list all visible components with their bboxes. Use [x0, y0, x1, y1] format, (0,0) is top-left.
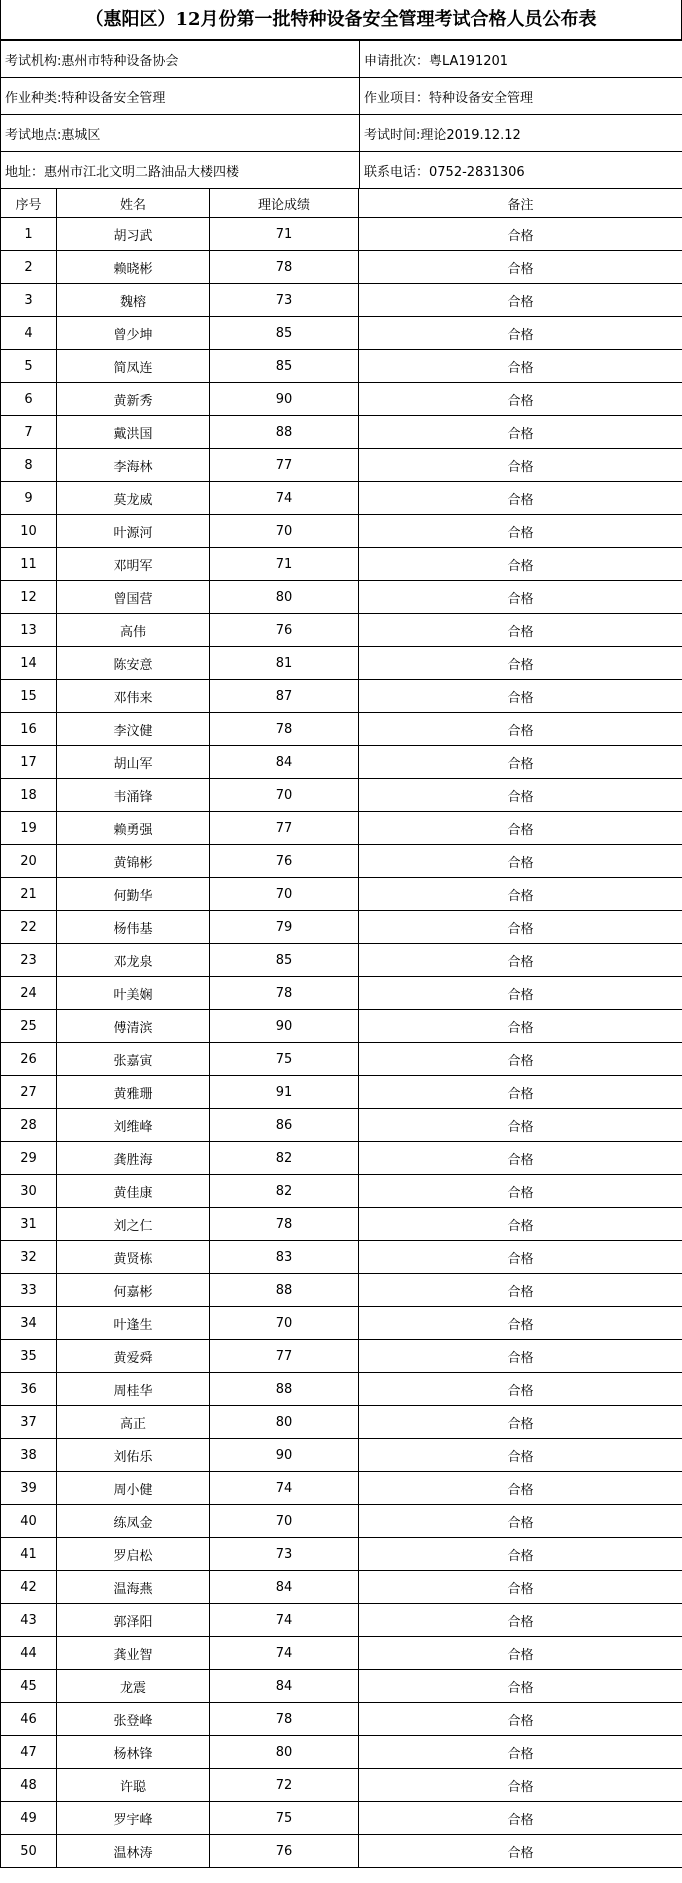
row-score: 77 [210, 449, 359, 482]
row-name: 高伟 [57, 614, 210, 647]
row-score: 74 [210, 1472, 359, 1505]
table-row [1, 1670, 682, 1703]
table-row [1, 1175, 682, 1208]
row-index: 41 [1, 1538, 57, 1571]
table-row [1, 449, 682, 482]
item-value: 特种设备安全管理 [429, 90, 534, 106]
row-index: 43 [1, 1604, 57, 1637]
row-remark: 合格 [359, 383, 682, 416]
row-remark: 合格 [359, 416, 682, 449]
row-name: 简凤连 [57, 350, 210, 383]
row-index: 28 [1, 1109, 57, 1142]
row-name: 叶源河 [57, 515, 210, 548]
row-score: 84 [210, 1571, 359, 1604]
info-row [1, 78, 682, 115]
row-remark: 合格 [359, 1208, 682, 1241]
row-name: 练凤金 [57, 1505, 210, 1538]
table-row [1, 251, 682, 284]
place-label: 考试地点: [5, 127, 62, 143]
row-name: 刘之仁 [57, 1208, 210, 1241]
batch-label: 申请批次： [364, 53, 430, 69]
row-name: 邓伟来 [57, 680, 210, 713]
row-remark: 合格 [359, 1241, 682, 1274]
table-row [1, 1076, 682, 1109]
row-remark: 合格 [359, 251, 682, 284]
row-score: 70 [210, 1307, 359, 1340]
row-index: 30 [1, 1175, 57, 1208]
row-name: 莫龙威 [57, 482, 210, 515]
row-index: 17 [1, 746, 57, 779]
row-remark: 合格 [359, 1703, 682, 1736]
row-name: 傅清滨 [57, 1010, 210, 1043]
row-index: 25 [1, 1010, 57, 1043]
row-score: 80 [210, 1736, 359, 1769]
row-name: 温林涛 [57, 1835, 210, 1868]
row-index: 45 [1, 1670, 57, 1703]
phone-value: 0752-2831306 [429, 164, 525, 180]
row-remark: 合格 [359, 1142, 682, 1175]
row-remark: 合格 [359, 482, 682, 515]
row-remark: 合格 [359, 944, 682, 977]
row-score: 90 [210, 1439, 359, 1472]
row-name: 罗启松 [57, 1538, 210, 1571]
address-label: 地址： [5, 164, 45, 180]
row-index: 50 [1, 1835, 57, 1868]
row-score: 85 [210, 944, 359, 977]
row-remark: 合格 [359, 1307, 682, 1340]
page-title: （惠阳区）12月份第一批特种设备安全管理考试合格人员公布表 [1, 0, 681, 40]
category-cell [1, 78, 360, 115]
row-score: 75 [210, 1802, 359, 1835]
row-name: 魏榕 [57, 284, 210, 317]
address-cell [1, 152, 360, 189]
row-index: 16 [1, 713, 57, 746]
row-index: 47 [1, 1736, 57, 1769]
row-remark: 合格 [359, 284, 682, 317]
row-score: 73 [210, 1538, 359, 1571]
row-remark: 合格 [359, 614, 682, 647]
row-score: 70 [210, 515, 359, 548]
time-value: 理论2019.12.12 [420, 127, 521, 143]
row-remark: 合格 [359, 1076, 682, 1109]
row-name: 邓明军 [57, 548, 210, 581]
row-score: 87 [210, 680, 359, 713]
row-score: 90 [210, 383, 359, 416]
row-name: 胡习武 [57, 218, 210, 251]
table-row [1, 1472, 682, 1505]
row-name: 黄贤栋 [57, 1241, 210, 1274]
row-name: 郭泽阳 [57, 1604, 210, 1637]
row-remark: 合格 [359, 680, 682, 713]
row-remark: 合格 [359, 1835, 682, 1868]
table-row [1, 878, 682, 911]
row-index: 7 [1, 416, 57, 449]
table-row [1, 1241, 682, 1274]
row-score: 75 [210, 1043, 359, 1076]
row-remark: 合格 [359, 1505, 682, 1538]
row-score: 77 [210, 812, 359, 845]
row-name: 黄雅珊 [57, 1076, 210, 1109]
row-remark: 合格 [359, 317, 682, 350]
row-index: 6 [1, 383, 57, 416]
table-row [1, 581, 682, 614]
header-remark: 备注 [359, 189, 682, 218]
row-name: 赖勇强 [57, 812, 210, 845]
table-row [1, 1571, 682, 1604]
row-score: 78 [210, 1703, 359, 1736]
row-score: 76 [210, 614, 359, 647]
row-score: 80 [210, 1406, 359, 1439]
row-score: 81 [210, 647, 359, 680]
row-score: 77 [210, 1340, 359, 1373]
table-row [1, 1142, 682, 1175]
row-score: 82 [210, 1142, 359, 1175]
row-score: 88 [210, 1373, 359, 1406]
table-row [1, 1043, 682, 1076]
row-remark: 合格 [359, 713, 682, 746]
row-name: 龚胜海 [57, 1142, 210, 1175]
item-label: 作业项目： [364, 90, 430, 106]
row-index: 37 [1, 1406, 57, 1439]
table-row [1, 1406, 682, 1439]
row-remark: 合格 [359, 1637, 682, 1670]
row-remark: 合格 [359, 1472, 682, 1505]
row-name: 高正 [57, 1406, 210, 1439]
row-index: 34 [1, 1307, 57, 1340]
row-index: 22 [1, 911, 57, 944]
table-row [1, 713, 682, 746]
row-score: 79 [210, 911, 359, 944]
row-index: 5 [1, 350, 57, 383]
header-index: 序号 [1, 189, 57, 218]
row-remark: 合格 [359, 1010, 682, 1043]
row-remark: 合格 [359, 1373, 682, 1406]
row-name: 杨伟基 [57, 911, 210, 944]
row-remark: 合格 [359, 1406, 682, 1439]
row-score: 80 [210, 581, 359, 614]
row-remark: 合格 [359, 812, 682, 845]
table-header-row [1, 189, 682, 218]
row-index: 19 [1, 812, 57, 845]
row-remark: 合格 [359, 779, 682, 812]
place-value: 惠城区 [61, 127, 101, 143]
row-score: 76 [210, 845, 359, 878]
row-remark: 合格 [359, 1043, 682, 1076]
time-label: 考试时间: [364, 127, 421, 143]
category-value: 特种设备安全管理 [61, 90, 166, 106]
results-table [0, 189, 682, 1868]
row-score: 70 [210, 1505, 359, 1538]
row-index: 27 [1, 1076, 57, 1109]
row-remark: 合格 [359, 581, 682, 614]
row-name: 何嘉彬 [57, 1274, 210, 1307]
row-score: 74 [210, 1637, 359, 1670]
row-name: 刘佑乐 [57, 1439, 210, 1472]
address-value: 惠州市江北文明二路油品大楼四楼 [44, 164, 240, 180]
row-name: 张嘉寅 [57, 1043, 210, 1076]
table-row [1, 1769, 682, 1802]
row-score: 82 [210, 1175, 359, 1208]
row-remark: 合格 [359, 1538, 682, 1571]
row-index: 26 [1, 1043, 57, 1076]
table-row [1, 1307, 682, 1340]
table-row [1, 482, 682, 515]
row-score: 85 [210, 350, 359, 383]
row-name: 戴洪国 [57, 416, 210, 449]
info-row [1, 115, 682, 152]
row-index: 42 [1, 1571, 57, 1604]
row-name: 温海燕 [57, 1571, 210, 1604]
title-frame [0, 0, 682, 40]
row-name: 曾少坤 [57, 317, 210, 350]
row-index: 31 [1, 1208, 57, 1241]
table-row [1, 1538, 682, 1571]
row-name: 韦涌锋 [57, 779, 210, 812]
row-name: 许聪 [57, 1769, 210, 1802]
row-index: 11 [1, 548, 57, 581]
table-row [1, 812, 682, 845]
table-row [1, 746, 682, 779]
table-row [1, 911, 682, 944]
table-row [1, 1373, 682, 1406]
time-cell [360, 115, 682, 152]
row-index: 46 [1, 1703, 57, 1736]
row-name: 周小健 [57, 1472, 210, 1505]
row-index: 33 [1, 1274, 57, 1307]
row-index: 39 [1, 1472, 57, 1505]
row-remark: 合格 [359, 515, 682, 548]
row-remark: 合格 [359, 1802, 682, 1835]
table-row [1, 680, 682, 713]
row-remark: 合格 [359, 350, 682, 383]
table-row [1, 1802, 682, 1835]
row-score: 88 [210, 416, 359, 449]
row-name: 黄新秀 [57, 383, 210, 416]
row-name: 周桂华 [57, 1373, 210, 1406]
row-score: 86 [210, 1109, 359, 1142]
row-remark: 合格 [359, 218, 682, 251]
row-score: 74 [210, 1604, 359, 1637]
row-index: 4 [1, 317, 57, 350]
table-row [1, 416, 682, 449]
phone-cell [360, 152, 682, 189]
row-score: 90 [210, 1010, 359, 1043]
row-name: 叶美娴 [57, 977, 210, 1010]
row-score: 70 [210, 878, 359, 911]
row-index: 1 [1, 218, 57, 251]
row-remark: 合格 [359, 548, 682, 581]
row-score: 88 [210, 1274, 359, 1307]
category-label: 作业种类: [5, 90, 62, 106]
row-remark: 合格 [359, 911, 682, 944]
row-score: 84 [210, 746, 359, 779]
table-row [1, 1010, 682, 1043]
row-index: 44 [1, 1637, 57, 1670]
row-remark: 合格 [359, 449, 682, 482]
table-row [1, 548, 682, 581]
table-row [1, 515, 682, 548]
row-score: 71 [210, 548, 359, 581]
table-row [1, 1505, 682, 1538]
row-remark: 合格 [359, 1175, 682, 1208]
table-row [1, 944, 682, 977]
row-remark: 合格 [359, 1604, 682, 1637]
row-index: 40 [1, 1505, 57, 1538]
row-score: 91 [210, 1076, 359, 1109]
row-index: 15 [1, 680, 57, 713]
row-index: 2 [1, 251, 57, 284]
row-remark: 合格 [359, 1769, 682, 1802]
row-score: 70 [210, 779, 359, 812]
table-row [1, 1835, 682, 1868]
row-index: 21 [1, 878, 57, 911]
row-index: 48 [1, 1769, 57, 1802]
row-score: 78 [210, 977, 359, 1010]
table-row [1, 779, 682, 812]
row-remark: 合格 [359, 977, 682, 1010]
row-score: 84 [210, 1670, 359, 1703]
table-row [1, 1703, 682, 1736]
row-name: 李海林 [57, 449, 210, 482]
row-index: 24 [1, 977, 57, 1010]
exam-org-label: 考试机构: [5, 53, 62, 69]
row-remark: 合格 [359, 1439, 682, 1472]
row-name: 龙震 [57, 1670, 210, 1703]
row-score: 78 [210, 1208, 359, 1241]
row-remark: 合格 [359, 1109, 682, 1142]
item-cell [360, 78, 682, 115]
row-score: 72 [210, 1769, 359, 1802]
row-name: 张登峰 [57, 1703, 210, 1736]
row-index: 18 [1, 779, 57, 812]
row-index: 14 [1, 647, 57, 680]
table-row [1, 1208, 682, 1241]
row-name: 黄佳康 [57, 1175, 210, 1208]
row-name: 黄锦彬 [57, 845, 210, 878]
table-row [1, 977, 682, 1010]
table-row [1, 1736, 682, 1769]
row-name: 邓龙泉 [57, 944, 210, 977]
exam-org-value: 惠州市特种设备协会 [61, 53, 179, 69]
row-remark: 合格 [359, 845, 682, 878]
table-row [1, 218, 682, 251]
table-row [1, 647, 682, 680]
table-row [1, 1340, 682, 1373]
table-row [1, 1439, 682, 1472]
row-name: 黄爱舜 [57, 1340, 210, 1373]
row-index: 9 [1, 482, 57, 515]
results-body [1, 189, 682, 1868]
row-remark: 合格 [359, 1670, 682, 1703]
row-name: 叶逢生 [57, 1307, 210, 1340]
row-name: 何勤华 [57, 878, 210, 911]
row-remark: 合格 [359, 1274, 682, 1307]
row-index: 10 [1, 515, 57, 548]
row-name: 杨林锋 [57, 1736, 210, 1769]
info-row [1, 41, 682, 78]
batch-cell [360, 41, 682, 78]
row-score: 74 [210, 482, 359, 515]
row-name: 刘维峰 [57, 1109, 210, 1142]
row-index: 32 [1, 1241, 57, 1274]
row-index: 38 [1, 1439, 57, 1472]
row-remark: 合格 [359, 1340, 682, 1373]
exam-info-table [0, 40, 682, 189]
table-row [1, 284, 682, 317]
row-name: 陈安意 [57, 647, 210, 680]
row-index: 23 [1, 944, 57, 977]
table-row [1, 614, 682, 647]
batch-value: 粤LA191201 [429, 53, 509, 69]
exam-org-cell [1, 41, 360, 78]
row-name: 曾国营 [57, 581, 210, 614]
row-index: 36 [1, 1373, 57, 1406]
row-name: 李汶健 [57, 713, 210, 746]
row-name: 龚业智 [57, 1637, 210, 1670]
row-index: 20 [1, 845, 57, 878]
row-index: 35 [1, 1340, 57, 1373]
table-row [1, 845, 682, 878]
row-remark: 合格 [359, 1736, 682, 1769]
place-cell [1, 115, 360, 152]
row-score: 73 [210, 284, 359, 317]
row-name: 赖晓彬 [57, 251, 210, 284]
header-score: 理论成绩 [210, 189, 359, 218]
table-row [1, 1604, 682, 1637]
table-row [1, 1274, 682, 1307]
table-row [1, 317, 682, 350]
row-index: 29 [1, 1142, 57, 1175]
row-index: 13 [1, 614, 57, 647]
row-score: 83 [210, 1241, 359, 1274]
row-score: 76 [210, 1835, 359, 1868]
row-score: 78 [210, 251, 359, 284]
row-remark: 合格 [359, 1571, 682, 1604]
table-row [1, 1109, 682, 1142]
header-name: 姓名 [57, 189, 210, 218]
row-index: 8 [1, 449, 57, 482]
table-row [1, 350, 682, 383]
row-name: 胡山军 [57, 746, 210, 779]
row-remark: 合格 [359, 647, 682, 680]
phone-label: 联系电话： [364, 164, 430, 180]
row-name: 罗宇峰 [57, 1802, 210, 1835]
row-score: 78 [210, 713, 359, 746]
row-index: 49 [1, 1802, 57, 1835]
row-remark: 合格 [359, 746, 682, 779]
table-row [1, 1637, 682, 1670]
info-row [1, 152, 682, 189]
row-remark: 合格 [359, 878, 682, 911]
table-row [1, 383, 682, 416]
row-score: 71 [210, 218, 359, 251]
row-index: 12 [1, 581, 57, 614]
row-index: 3 [1, 284, 57, 317]
row-score: 85 [210, 317, 359, 350]
